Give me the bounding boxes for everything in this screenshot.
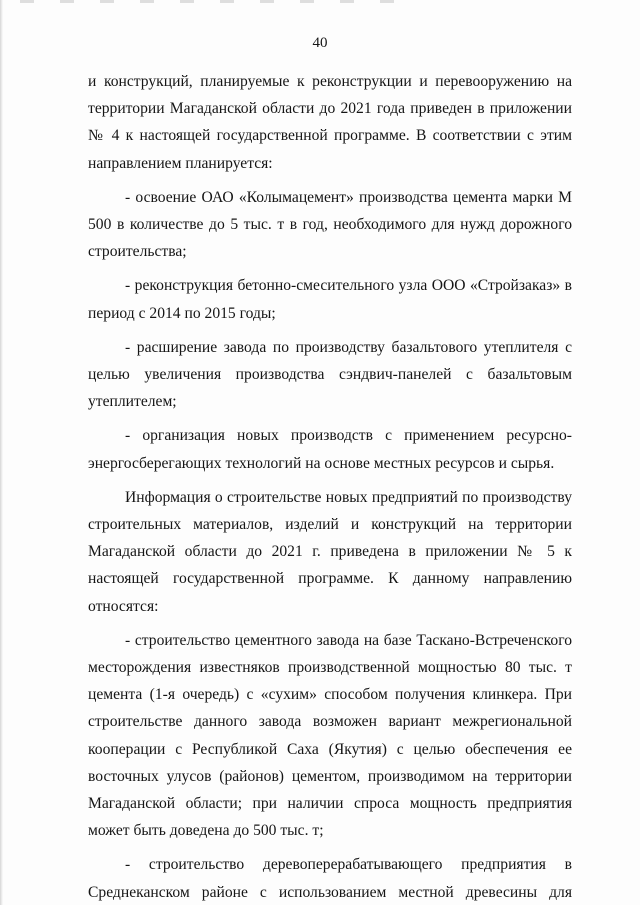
paragraph-6: Информация о строительстве новых предприятий по производству строительных материалов, изделий и конструкций на территории Магаданской области до 2021 г. приведена в приложении № 5 к настоящей государственной программе. К данному направлению относятся: <box>88 488 572 615</box>
scan-top-artifact <box>20 0 400 3</box>
paragraph-2: - освоение ОАО «Колымацемент» производства цемента марки М 500 в количестве до 5 тыс. т в год, необходимого для нужд дорожного строительства; <box>88 188 572 261</box>
paragraph-7: - строительство цементного завода на базе Таскано-Встреченского месторождения известняков производственной мощностью 80 тыс. т цемента (1-я очередь) с «сухим» способом получения клинкера. При строительстве данного завода возможен вариант межрегиональной кооперации с Республикой Саха (Якутия) с целью обеспечения ее восточных улусов (районов) цементом, производимом на территории Магаданской области; при наличии спроса мощность предприятия может быть доведена до 500 тыс. т; <box>88 631 572 840</box>
paragraph-1: и конструкций, планируемые к реконструкции и перевооружению на территории Магаданской области до 2021 года приведен в приложении № 4 к настоящей государственной программе. В соответствии с этим направлением планируется: <box>88 73 572 172</box>
paragraph-4: - расширение завода по производству базальтового утеплителя с целью увеличения производства сэндвич-панелей с базальтовым утеплителем; <box>88 338 572 411</box>
document-body <box>88 68 572 906</box>
scan-edge-shadow <box>0 0 3 905</box>
paragraph-3: - реконструкция бетонно-смесительного узла ООО «Стройзаказ» в период с 2014 по 2015 годы; <box>88 277 572 322</box>
paragraph-5: - организация новых производств с применением ресурсно-энергосберегающих технологий на основе местных ресурсов и сырья. <box>88 427 572 472</box>
page-number: 40 <box>312 35 328 51</box>
paragraph-8: - строительство деревоперерабатывающего предприятия в Среднеканском районе с использованием местной древесины для <box>88 856 572 901</box>
